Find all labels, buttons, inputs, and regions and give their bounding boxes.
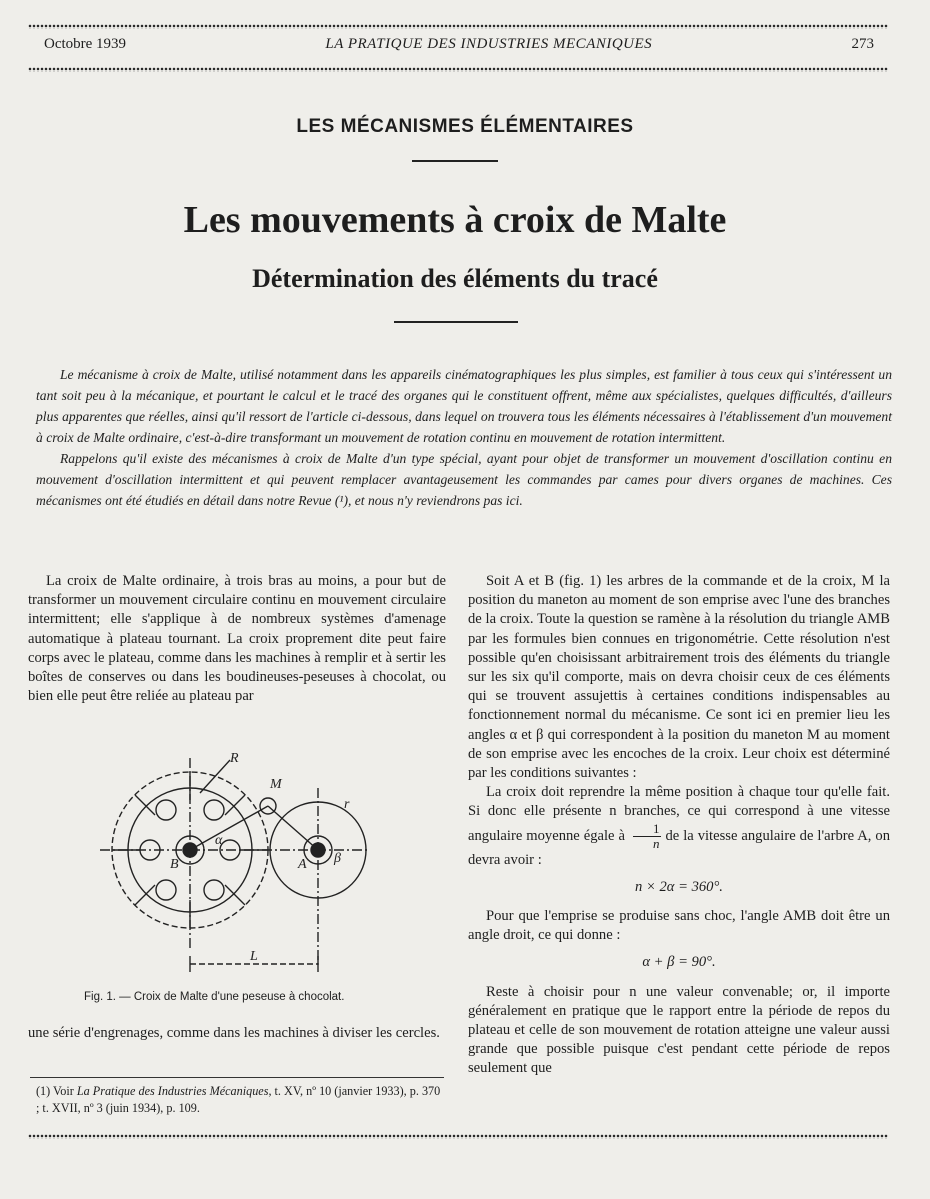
fraction-numerator: 1 (633, 822, 662, 837)
label-r: r (344, 797, 350, 812)
label-B: B (170, 857, 179, 872)
header-page-number: 273 (851, 36, 874, 52)
intro-paragraph-2: Rappelons qu'il existe des mécanismes à croix de Malte d'un type spécial, ayant pour objet de transformer un mouvement d'oscillation continu en mouvement d'oscillation intermittent et qui peuvent remplacer avantageusement les commandes par cames pour divers organes de machines. Ces mécanismes ont été étudiés en détail dans notre Revue (¹), et nous n'y reviendrons pas ici. (36, 451, 892, 508)
right-paragraph-2 (468, 783, 890, 870)
right-paragraph-2b: de la vitesse angulaire de l'arbre A, on devra avoir : (468, 827, 891, 868)
figure-1-maltese-cross-diagram (80, 738, 380, 988)
label-M: M (270, 777, 282, 792)
right-paragraph-3: Pour que l'emprise se produise sans choc, l'angle AMB doit être un angle droit, ce qui donne : (468, 908, 890, 944)
header-date: Octobre 1939 (44, 36, 127, 52)
footnote-rule (30, 1077, 444, 1078)
right-paragraph-1: Soit A et B (fig. 1) les arbres de la commande et de la croix, M la position du maneton au moment de son emprise avec l'une des branches de la croix. Toute la question se ramène à la résolution du triangle AMB par les formules bien connues en trigonométrie. Cette résolution n'est possible qu'en choisissant arbitrairement trois des éléments du triangle sur les six qu'il comporte, mais on devra choisir ceux de ces éléments qui se trouvent assujettis à certaines conditions indispensables au fonctionnement normal du mécanisme. Ce sont ici en premier lieu les angles α et β qui correspondent à la position du maneton M au moment de son emprise avec les encoches de la croix. Leur choix est déterminé par les conditions suivantes : (468, 573, 890, 782)
formula-alpha-beta: α + β = 90°. (642, 954, 716, 971)
footnote-rest: , t. XV, nº 10 (janvier 1933), p. 370 ; t. XVII, nº 3 (juin 1934), p. 109. (36, 1084, 441, 1115)
section-heading: LES MÉCANISMES ÉLÉMENTAIRES (296, 116, 634, 137)
header-dotted-rule (28, 67, 888, 72)
formula-n-2alpha: n × 2α = 360°. (635, 878, 723, 895)
figure-caption: Fig. 1. — Croix de Malte d'une peseuse à chocolat. (84, 991, 345, 1003)
label-beta: β (334, 851, 341, 866)
article-title: Les mouvements à croix de Malte (183, 199, 727, 241)
label-R: R (230, 751, 239, 766)
section-rule (412, 160, 498, 162)
footnote-prefix: (1) Voir (36, 1084, 74, 1098)
running-header (44, 36, 874, 53)
fraction-denominator: n (652, 835, 660, 851)
title-rule (394, 321, 518, 323)
label-L: L (250, 949, 258, 964)
left-column-bottom (28, 1024, 446, 1043)
left-paragraph-2: une série d'engrenages, comme dans les machines à diviser les cercles. (28, 1025, 440, 1041)
intro-paragraph-1: Le mécanisme à croix de Malte, utilisé notamment dans les appareils cinématographiques les plus simples, est familier à tous ceux qui s'intéressent un tant soit peu à la mécanique, et pourtant le calcul et le tracé des organes qui le constituent offrent, même aux spécialistes, quelques difficultés, d'ailleurs plus apparentes que réelles, ainsi qu'il ressort de l'article ci-dessous, dans lequel on trouvera tous les éléments nécessaires à l'établissement d'un mouvement à croix de Malte ordinaire, c'est-à-dire transformant un mouvement de rotation continu en mouvement de rotation intermittent. (36, 367, 892, 445)
footnote (36, 1083, 446, 1117)
top-dotted-rule (28, 24, 888, 29)
article-subtitle: Détermination des éléments du tracé (252, 264, 658, 293)
label-A: A (298, 857, 307, 872)
header-journal: LA PRATIQUE DES INDUSTRIES MECANIQUES (325, 36, 653, 52)
footnote-journal: La Pratique des Industries Mécaniques (76, 1084, 269, 1098)
left-paragraph-1: La croix de Malte ordinaire, à trois bras au moins, a pour but de transformer un mouvement circulaire continu en mouvement circulaire intermittent; elle s'applique à de nombreux systèmes d'amenage automatique à plateau tournant. La croix proprement dite peut faire corps avec le plateau, comme dans les machines à remplir et à sertir les boîtes de conserves ou dans les boudineuses-peseuses à chocolat, ou bien elle peut être reliée au plateau par (28, 573, 446, 705)
fraction-one-over-n (633, 822, 662, 851)
bottom-dotted-rule (28, 1134, 888, 1139)
right-paragraph-4: Reste à choisir pour n une valeur convenable; or, il importe généralement en pratique que le rapport entre la période de repos du plateau et celle de son mouvement de rotation atteigne une valeur aussi grande que possible puisque c'est pendant cette période de repos seulement que (468, 983, 890, 1077)
right-paragraph-2a: La croix doit reprendre la même position à chaque tour qu'elle fait. Si donc elle présente n branches, ce qui correspond à une vitesse angulaire moyenne égale à (468, 784, 890, 844)
intro-abstract (36, 364, 892, 511)
left-column-top (28, 572, 446, 706)
label-alpha: α (215, 833, 223, 848)
right-column (468, 572, 890, 1079)
